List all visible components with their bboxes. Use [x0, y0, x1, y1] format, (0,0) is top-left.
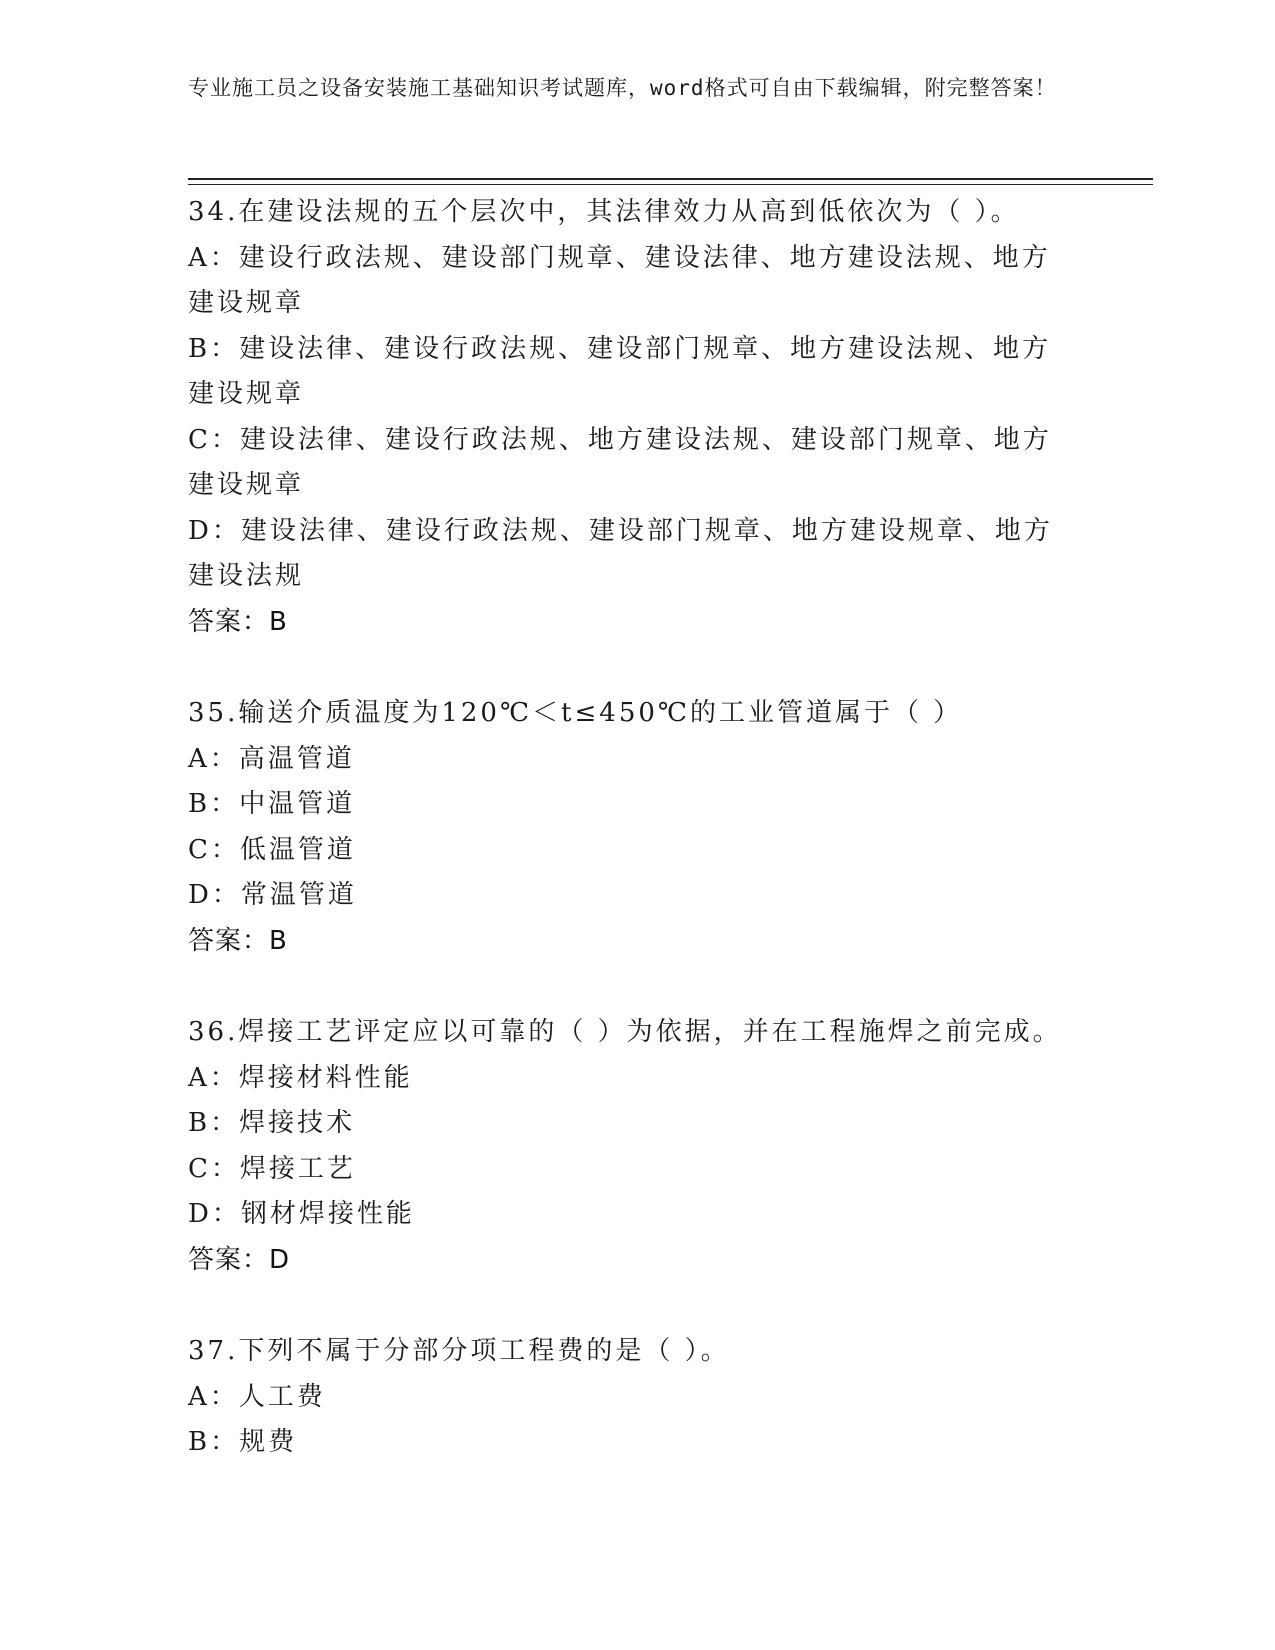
option-c: C：焊接工艺: [188, 1153, 356, 1184]
answer-line: [188, 600, 1088, 646]
question-stem: 37.下列不属于分部分项工程费的是（ ）。: [188, 1336, 730, 1366]
header-divider-thick: [188, 178, 1153, 180]
question-stem: 35.输送介质温度为120℃＜t≤450℃的工业管道属于（ ）: [188, 698, 963, 728]
option-a: A：高温管道: [188, 743, 355, 774]
option-d: D：常温管道: [188, 880, 357, 910]
header-divider-thin: [188, 184, 1153, 185]
option-d: D：建设法律、建设行政法规、建设部门规章、地方建设规章、地方建设法规: [188, 515, 1053, 591]
question-35: [188, 691, 1088, 964]
answer-value: D: [269, 1244, 291, 1275]
option-b: B：规费: [188, 1427, 298, 1457]
answer-line: [188, 919, 1088, 965]
question-36: [188, 1010, 1088, 1283]
option-c: C：低温管道: [188, 834, 356, 865]
option-b: B：焊接技术: [188, 1108, 356, 1138]
option-b: B：建设法律、建设行政法规、建设部门规章、地方建设法规、地方建设规章: [188, 333, 1052, 409]
question-stem: 34.在建设法规的五个层次中，其法律效力从高到低依次为（ ）。: [188, 197, 1020, 227]
answer-label: 答案：: [188, 1244, 270, 1275]
question-37: [188, 1329, 1088, 1466]
answer-value: B: [269, 925, 288, 956]
question-list: [188, 190, 1088, 1512]
option-a: A：人工费: [188, 1381, 326, 1412]
answer-line: [188, 1238, 1088, 1284]
question-34: [188, 190, 1088, 645]
answer-label: 答案：: [188, 606, 270, 637]
option-a: A：焊接材料性能: [188, 1062, 413, 1093]
document-header: 专业施工员之设备安装施工基础知识考试题库，word格式可自由下载编辑，附完整答案！: [188, 76, 1057, 100]
option-b: B：中温管道: [188, 789, 356, 819]
option-d: D：钢材焊接性能: [188, 1199, 415, 1229]
option-a: A：建设行政法规、建设部门规章、建设法律、地方建设法规、地方建设规章: [188, 242, 1051, 318]
answer-label: 答案：: [188, 925, 270, 956]
option-c: C：建设法律、建设行政法规、地方建设法规、建设部门规章、地方建设规章: [188, 424, 1052, 500]
question-stem: 36.焊接工艺评定应以可靠的（ ）为依据，并在工程施焊之前完成。: [188, 1017, 1062, 1047]
answer-value: B: [269, 606, 288, 637]
